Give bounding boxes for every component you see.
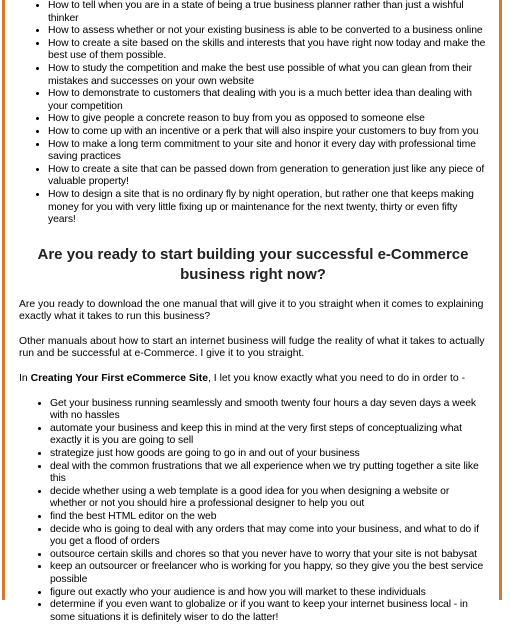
intro-prefix: In [19,373,31,385]
list-item: • keep an outsourcer or freelancer who is working for you happy, so they give you the best service possible [50,561,487,586]
list-item: • figure out exactly who your audience is and how you will market to these individuals [50,587,487,600]
list-item: • outsource certain skills and chores so that you never have to worry that your site is not babysat [50,549,487,562]
paragraph-other-manuals: Other manuals about how to start an internet business will fudge the reality of what it takes to actually run and be successful at e-Commerce. I give it to you straight. [19,335,485,360]
list-item: • How to assess whether or not your existing business is able to be converted to a business online [48,25,487,38]
list-item: • How to create a site that can be passed down from generation to generation just like any piece of valuable property! [48,164,487,189]
document-content [19,0,487,624]
list-item: • How to demonstrate to customers that dealing with you is a much better idea than dealing with your competition [48,88,487,113]
list-item: • deal with the common frustrations that we all experience when we try putting together a site like this [50,461,487,486]
list-item: • Get your business running seamlessly and smooth twenty four hours a day seven days a week with no hassles [50,398,487,423]
list-item: • determine if you even want to globalize or if you want to keep your internet business local - in some situations it is definitely wiser to do the latter! [50,599,487,624]
list-item: • decide who is going to deal with any orders that may come into your business, and what to do if you get a flood of orders [50,524,487,549]
list-item: • How to create a site based on the skills and interests that you have right now today and make the best use of them possible. [48,38,487,63]
list-item: • How to come up with an incentive or a perk that will also inspire your customers to buy from you [48,126,487,139]
list-item: • decide whether using a web template is a good idea for you when designing a website or whether or not you should hire a professional designer to help you out [50,486,487,511]
list-item: • strategize just how goods are going to go in and out of your business [50,448,487,461]
list-item: • automate your business and keep this in mind at the very first steps of conceptualizing what exactly it is you are going to sell [50,423,487,448]
document-page [2,0,502,623]
benefits-list [19,398,487,624]
list-item: • find the best HTML editor on the web [50,511,487,524]
paragraph-download: Are you ready to download the one manual that will give it to you straight when it comes to explaining exactly what it takes to run this business? [19,298,484,323]
list-item: • How to make a long term commitment to your site and honor it every day with professional time saving practices [48,139,487,164]
list-item: • How to design a site that is no ordinary fly by night operation, but rather one that keeps making money for you with very little fixing up or maintenance for the next twenty, thirty or even fifty years! [48,189,487,227]
list-item: • How to give people a concrete reason to buy from you as opposed to someone else [48,113,487,126]
list-item: • How to study the competition and make the best use possible of what you can glean from their mistakes and successes on your own website [48,63,487,88]
book-title: Creating Your First eCommerce Site [30,373,209,385]
paragraph-intro [19,373,487,386]
intro-suffix: , I let you know exactly what you need to do in order to - [208,373,466,385]
section-heading: Are you ready to start building your successful e-Commerce business right now? [37,245,469,283]
skills-list [19,0,487,227]
list-item: • How to tell when you are in a state of being a true business planner rather than just a wishful thinker [48,0,487,25]
